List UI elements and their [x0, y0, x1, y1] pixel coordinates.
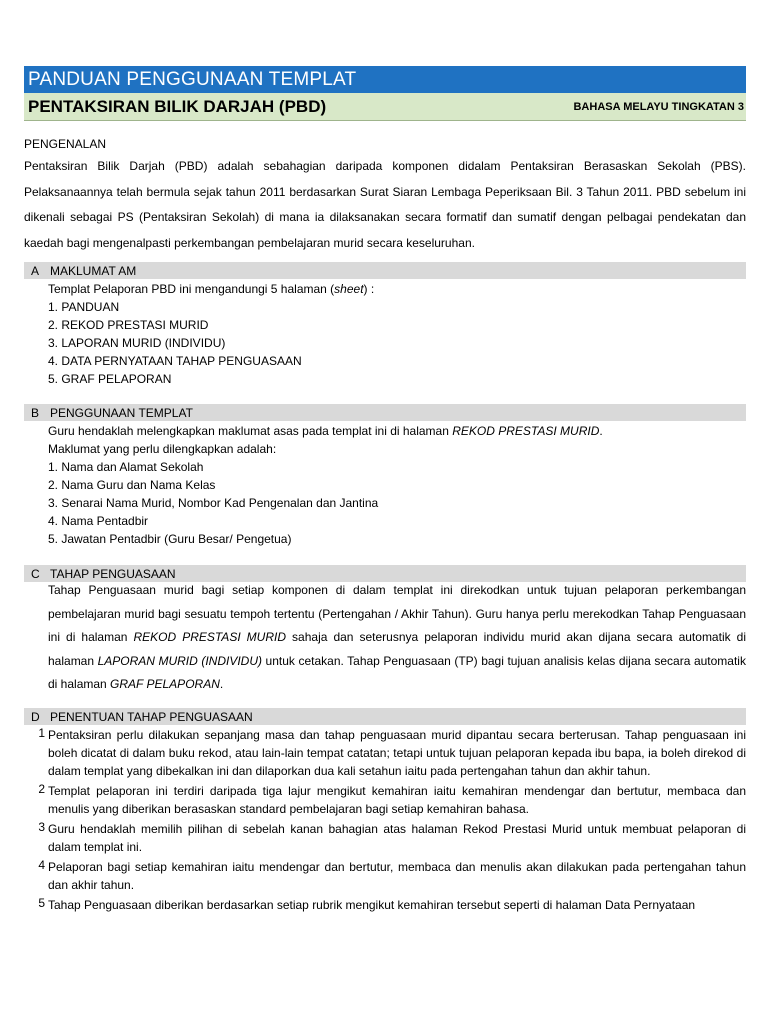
section-a-list	[48, 280, 746, 388]
list-item: 4. Nama Pentadbir	[48, 514, 149, 528]
list-item: 3 Guru hendaklah memilih pilihan di sebelah kanan bahagian atas halaman Rekod Prestasi Murid untuk membuat pelaporan di dalam templat ini.	[38, 820, 746, 854]
section-letter: C	[31, 566, 40, 581]
subject-label: BAHASA MELAYU TINGKATAN 3	[573, 100, 744, 113]
list-item: 5. GRAF PELAPORAN	[48, 372, 172, 386]
intro-paragraph: Pentaksiran Bilik Darjah (PBD) adalah sebahagian daripada komponen didalam Pentaksiran Berasaskan Sekolah (PBS). Pelaksanaannya telah bermula sejak tahun 2011 berdasarkan Surat Siaran Lembaga Peperiksaan Bil. 3 Tahun 2011. PBD sebelum ini dikenali sebagai PS (Pentaksiran Sekolah) di mana ia dilaksanakan secara formatif dan sumatif dengan pelbagai pendekatan dan kaedah bagi mengenalpasti perkembangan pembelajaran murid secara keseluruhan.	[24, 159, 746, 250]
section-b-header	[24, 404, 746, 421]
section-a-header	[24, 262, 746, 279]
document-page	[24, 66, 746, 912]
list-item: 4. DATA PERNYATAAN TAHAP PENGUASAAN	[48, 354, 302, 368]
document-subtitle: PENTAKSIRAN BILIK DARJAH (PBD)	[28, 96, 327, 116]
section-a-lead: Templat Pelaporan PBD ini mengandungi 5 halaman (sheet) :	[48, 282, 375, 296]
section-d-header	[24, 708, 746, 725]
section-title: MAKLUMAT AM	[50, 263, 137, 278]
list-item: 1. PANDUAN	[48, 300, 120, 314]
intro-heading: PENGENALAN	[24, 137, 107, 151]
list-item: 4 Pelaporan bagi setiap kemahiran iaitu mendengar dan bertutur, membaca dan menulis akan dilakukan pada pertengahan tahun dan akhir tahun.	[38, 858, 746, 892]
section-title: TAHAP PENGUASAAN	[50, 566, 176, 581]
list-item: 2. REKOD PRESTASI MURID	[48, 318, 209, 332]
section-d-list	[24, 726, 746, 914]
list-item: 1. Nama dan Alamat Sekolah	[48, 460, 204, 474]
subtitle-bar	[24, 93, 746, 121]
section-b-lead2: Maklumat yang perlu dilengkapkan adalah:	[48, 442, 277, 456]
list-item: 1 Pentaksiran perlu dilakukan sepanjang masa dan tahap penguasaan murid dipantau secara berterusan. Tahap penguasaan ini boleh dicatat di dalam buku rekod, atau lain-lain tempat catatan; tetapi untuk tujuan pelaporan kepada ibu bapa, ia boleh direkod di dalam templat yang dibekalkan ini dan dilaporkan dua kali setahun iaitu pada pertengahan tahun dan akhir tahun.	[38, 726, 746, 778]
section-title: PENGGUNAAN TEMPLAT	[50, 405, 193, 420]
section-title: PENENTUAN TAHAP PENGUASAAN	[50, 709, 253, 724]
list-item: 3. Senarai Nama Murid, Nombor Kad Pengenalan dan Jantina	[48, 496, 379, 510]
list-item: 5. Jawatan Pentadbir (Guru Besar/ Pengetua)	[48, 532, 292, 546]
list-item: 5 Tahap Penguasaan diberikan berdasarkan setiap rubrik mengikut kemahiran tersebut seperti di halaman Data Pernyataan	[38, 896, 696, 912]
section-c-paragraph: Tahap Penguasaan murid bagi setiap komponen di dalam templat ini direkodkan untuk tujuan pelaporan perkembangan pembelajaran murid bagi sesuatu tempoh tertentu (Pertengahan / Akhir Tahun). Guru hanya perlu merekodkan Tahap Penguasaan ini di halaman REKOD PRESTASI MURID sahaja dan seterusnya pelaporan individu murid akan dijana secara automatik di halaman LAPORAN MURID (INDIVIDU) untuk cetakan. Tahap Penguasaan (TP) bagi tujuan analisis kelas dijana secara automatik di halaman GRAF PELAPORAN.	[48, 583, 746, 691]
list-item: 2 Templat pelaporan ini terdiri daripada tiga lajur mengikut kemahiran iaitu kemahiran mendengar dan bertutur, membaca dan menulis yang diberikan berasaskan standard pembelajaran bagi setiap kemahiran bahasa.	[38, 782, 746, 816]
document-title: PANDUAN PENGGUNAAN TEMPLAT	[24, 66, 746, 93]
section-b-list	[48, 422, 746, 548]
list-item: 3. LAPORAN MURID (INDIVIDU)	[48, 336, 226, 350]
section-letter: B	[31, 405, 40, 420]
section-b-lead: Guru hendaklah melengkapkan maklumat asas pada templat ini di halaman REKOD PRESTASI MURID.	[48, 424, 603, 438]
section-letter: D	[31, 709, 40, 724]
list-item: 2. Nama Guru dan Nama Kelas	[48, 478, 216, 492]
section-letter: A	[31, 263, 40, 278]
